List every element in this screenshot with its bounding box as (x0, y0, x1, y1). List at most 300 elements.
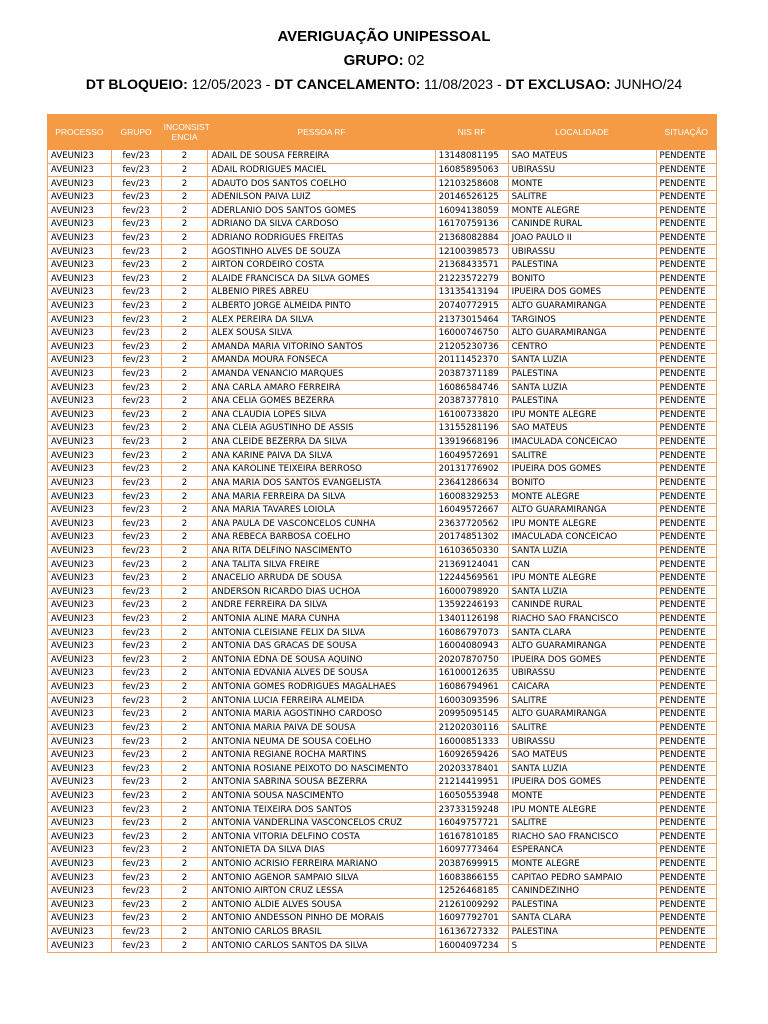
cell-processo: AVEUNI23 (48, 163, 112, 177)
cell-situacao: PENDENTE (656, 694, 716, 708)
cell-nis-rf: 21369124041 (435, 558, 508, 572)
cell-processo: AVEUNI23 (48, 245, 112, 259)
cell-inconsistencia: 2 (161, 381, 208, 395)
cell-processo: AVEUNI23 (48, 694, 112, 708)
cell-inconsistencia: 2 (161, 912, 208, 926)
cell-processo: AVEUNI23 (48, 571, 112, 585)
cell-nis-rf: 20111452370 (435, 354, 508, 368)
cell-grupo: fev/23 (111, 367, 161, 381)
cell-localidade: MONTE ALEGRE (508, 857, 656, 871)
cell-pessoa-rf: ADAIL DE SOUSA FERREIRA (208, 150, 435, 164)
cell-situacao: PENDENTE (656, 463, 716, 477)
cell-processo: AVEUNI23 (48, 340, 112, 354)
table-body (48, 150, 717, 953)
cell-pessoa-rf: ANA CLAUDIA LOPES SILVA (208, 408, 435, 422)
cell-processo: AVEUNI23 (48, 394, 112, 408)
cell-processo: AVEUNI23 (48, 218, 112, 232)
cell-pessoa-rf: ANTONIO ACRISIO FERREIRA MARIANO (208, 857, 435, 871)
cell-processo: AVEUNI23 (48, 721, 112, 735)
cell-situacao: PENDENTE (656, 190, 716, 204)
column-header-grupo: GRUPO (111, 115, 161, 150)
cell-pessoa-rf: AMANDA VENANCIO MARQUES (208, 367, 435, 381)
cell-localidade: MONTE (508, 177, 656, 191)
cell-inconsistencia: 2 (161, 707, 208, 721)
cell-processo: AVEUNI23 (48, 857, 112, 871)
cell-inconsistencia: 2 (161, 163, 208, 177)
cell-pessoa-rf: ANA MARIA TAVARES LOIOLA (208, 503, 435, 517)
cell-pessoa-rf: ANTONIA VITORIA DELFINO COSTA (208, 830, 435, 844)
cell-situacao: PENDENTE (656, 626, 716, 640)
cell-inconsistencia: 2 (161, 639, 208, 653)
cell-inconsistencia: 2 (161, 667, 208, 681)
cell-processo: AVEUNI23 (48, 422, 112, 436)
table-row (48, 490, 717, 504)
cell-localidade: PALESTINA (508, 258, 656, 272)
cell-situacao: PENDENTE (656, 762, 716, 776)
cell-localidade: PALESTINA (508, 367, 656, 381)
column-header-nis-rf: NIS RF (435, 115, 508, 150)
table-row (48, 898, 717, 912)
cell-situacao: PENDENTE (656, 884, 716, 898)
table-row (48, 571, 717, 585)
cell-situacao: PENDENTE (656, 599, 716, 613)
cell-pessoa-rf: ANTONIA LUCIA FERREIRA ALMEIDA (208, 694, 435, 708)
table-row (48, 272, 717, 286)
cell-nis-rf: 16008329253 (435, 490, 508, 504)
table-row (48, 408, 717, 422)
cell-localidade: BONITO (508, 272, 656, 286)
cell-processo: AVEUNI23 (48, 463, 112, 477)
cell-situacao: PENDENTE (656, 871, 716, 885)
cell-pessoa-rf: AGOSTINHO ALVES DE SOUZA (208, 245, 435, 259)
cell-processo: AVEUNI23 (48, 204, 112, 218)
cell-pessoa-rf: ADRIANO RODRIGUES FREITAS (208, 231, 435, 245)
cell-grupo: fev/23 (111, 939, 161, 953)
cell-nis-rf: 12244569561 (435, 571, 508, 585)
cell-nis-rf: 20740772915 (435, 299, 508, 313)
cell-nis-rf: 16167810185 (435, 830, 508, 844)
table-row (48, 735, 717, 749)
cell-pessoa-rf: ANA TALITA SILVA FREIRE (208, 558, 435, 572)
table-row (48, 762, 717, 776)
cell-processo: AVEUNI23 (48, 408, 112, 422)
cell-pessoa-rf: ANA CLEIA AGUSTINHO DE ASSIS (208, 422, 435, 436)
cell-situacao: PENDENTE (656, 476, 716, 490)
cell-localidade: SAO MATEUS (508, 422, 656, 436)
cell-processo: AVEUNI23 (48, 939, 112, 953)
exclusao-label: DT EXCLUSAO: (505, 76, 611, 92)
table-row (48, 707, 717, 721)
cell-processo: AVEUNI23 (48, 735, 112, 749)
cell-situacao: PENDENTE (656, 286, 716, 300)
cell-nis-rf: 16086584746 (435, 381, 508, 395)
table-row (48, 449, 717, 463)
cell-grupo: fev/23 (111, 599, 161, 613)
table-row (48, 884, 717, 898)
cell-situacao: PENDENTE (656, 231, 716, 245)
cell-situacao: PENDENTE (656, 857, 716, 871)
cell-localidade: CAN (508, 558, 656, 572)
cell-grupo: fev/23 (111, 340, 161, 354)
cell-grupo: fev/23 (111, 476, 161, 490)
cell-grupo: fev/23 (111, 218, 161, 232)
cell-processo: AVEUNI23 (48, 381, 112, 395)
cell-inconsistencia: 2 (161, 218, 208, 232)
cell-processo: AVEUNI23 (48, 871, 112, 885)
cell-inconsistencia: 2 (161, 490, 208, 504)
cell-situacao: PENDENTE (656, 422, 716, 436)
cell-processo: AVEUNI23 (48, 762, 112, 776)
cell-inconsistencia: 2 (161, 503, 208, 517)
header-row (48, 115, 717, 150)
cell-grupo: fev/23 (111, 735, 161, 749)
cell-inconsistencia: 2 (161, 435, 208, 449)
cell-pessoa-rf: AMANDA MARIA VITORINO SANTOS (208, 340, 435, 354)
cell-nis-rf: 13148081195 (435, 150, 508, 164)
cell-grupo: fev/23 (111, 721, 161, 735)
cell-grupo: fev/23 (111, 435, 161, 449)
cell-nis-rf: 21368082884 (435, 231, 508, 245)
table-row (48, 939, 717, 953)
cell-grupo: fev/23 (111, 639, 161, 653)
cell-localidade: SANTA LUZIA (508, 544, 656, 558)
table-row (48, 204, 717, 218)
cell-inconsistencia: 2 (161, 150, 208, 164)
cell-situacao: PENDENTE (656, 340, 716, 354)
table-row (48, 422, 717, 436)
column-header-processo: PROCESSO (48, 115, 112, 150)
cell-nis-rf: 23637720562 (435, 517, 508, 531)
cell-grupo: fev/23 (111, 490, 161, 504)
separator: - (265, 76, 271, 92)
exclusao-value: JUNHO/24 (614, 76, 683, 92)
cell-inconsistencia: 2 (161, 449, 208, 463)
table-row (48, 163, 717, 177)
cell-grupo: fev/23 (111, 830, 161, 844)
cell-localidade: RIACHO SAO FRANCISCO (508, 612, 656, 626)
table-row (48, 326, 717, 340)
cell-grupo: fev/23 (111, 231, 161, 245)
cell-situacao: PENDENTE (656, 830, 716, 844)
table-row (48, 231, 717, 245)
cell-situacao: PENDENTE (656, 680, 716, 694)
cell-grupo: fev/23 (111, 272, 161, 286)
table-row (48, 258, 717, 272)
cell-pessoa-rf: ANTONIA VANDERLINA VASCONCELOS CRUZ (208, 816, 435, 830)
cell-nis-rf: 23641286634 (435, 476, 508, 490)
cell-localidade: MONTE ALEGRE (508, 204, 656, 218)
cell-processo: AVEUNI23 (48, 558, 112, 572)
cell-pessoa-rf: ANA CELIA GOMES BEZERRA (208, 394, 435, 408)
cell-processo: AVEUNI23 (48, 612, 112, 626)
cell-situacao: PENDENTE (656, 925, 716, 939)
cell-situacao: PENDENTE (656, 667, 716, 681)
cell-grupo: fev/23 (111, 394, 161, 408)
cell-inconsistencia: 2 (161, 313, 208, 327)
cell-grupo: fev/23 (111, 517, 161, 531)
cell-localidade: IPU MONTE ALEGRE (508, 803, 656, 817)
cell-inconsistencia: 2 (161, 939, 208, 953)
table-row (48, 721, 717, 735)
cell-nis-rf: 16085895063 (435, 163, 508, 177)
cell-situacao: PENDENTE (656, 517, 716, 531)
cell-pessoa-rf: ANA MARIA DOS SANTOS EVANGELISTA (208, 476, 435, 490)
cell-pessoa-rf: ANTONIA SABRINA SOUSA BEZERRA (208, 776, 435, 790)
cell-localidade: RIACHO SAO FRANCISCO (508, 830, 656, 844)
cell-nis-rf: 13919668196 (435, 435, 508, 449)
cell-pessoa-rf: ALEX SOUSA SILVA (208, 326, 435, 340)
cell-inconsistencia: 2 (161, 177, 208, 191)
cell-localidade: ALTO GUARAMIRANGA (508, 707, 656, 721)
cell-inconsistencia: 2 (161, 204, 208, 218)
table-row (48, 150, 717, 164)
cell-situacao: PENDENTE (656, 844, 716, 858)
cell-inconsistencia: 2 (161, 626, 208, 640)
cell-situacao: PENDENTE (656, 707, 716, 721)
cell-inconsistencia: 2 (161, 408, 208, 422)
cell-localidade: SANTA LUZIA (508, 585, 656, 599)
cell-inconsistencia: 2 (161, 272, 208, 286)
cell-pessoa-rf: ADRIANO DA SILVA CARDOSO (208, 218, 435, 232)
cell-nis-rf: 20146526125 (435, 190, 508, 204)
cell-nis-rf: 21368433571 (435, 258, 508, 272)
cell-inconsistencia: 2 (161, 190, 208, 204)
cell-nis-rf: 23733159248 (435, 803, 508, 817)
cell-grupo: fev/23 (111, 258, 161, 272)
cell-pessoa-rf: ANTONIA TEIXEIRA DOS SANTOS (208, 803, 435, 817)
cell-nis-rf: 16000798920 (435, 585, 508, 599)
cell-nis-rf: 21214419951 (435, 776, 508, 790)
cell-processo: AVEUNI23 (48, 177, 112, 191)
cell-localidade: CAICARA (508, 680, 656, 694)
cell-pessoa-rf: ANTONIA NEUMA DE SOUSA COELHO (208, 735, 435, 749)
cell-localidade: UBIRASSU (508, 163, 656, 177)
table-row (48, 313, 717, 327)
cell-nis-rf: 13155281196 (435, 422, 508, 436)
cell-processo: AVEUNI23 (48, 367, 112, 381)
cell-pessoa-rf: ANTONIA REGIANE ROCHA MARTINS (208, 748, 435, 762)
cell-nis-rf: 16097773464 (435, 844, 508, 858)
cell-pessoa-rf: AIRTON CORDEIRO COSTA (208, 258, 435, 272)
cell-localidade: IMACULADA CONCEICAO (508, 435, 656, 449)
cell-processo: AVEUNI23 (48, 599, 112, 613)
cell-processo: AVEUNI23 (48, 707, 112, 721)
cell-pessoa-rf: ANACELIO ARRUDA DE SOUSA (208, 571, 435, 585)
cell-pessoa-rf: ANA CARLA AMARO FERREIRA (208, 381, 435, 395)
cell-grupo: fev/23 (111, 612, 161, 626)
cell-localidade: UBIRASSU (508, 735, 656, 749)
cell-grupo: fev/23 (111, 857, 161, 871)
cell-situacao: PENDENTE (656, 898, 716, 912)
cell-processo: AVEUNI23 (48, 639, 112, 653)
cell-inconsistencia: 2 (161, 925, 208, 939)
table-row (48, 394, 717, 408)
cell-processo: AVEUNI23 (48, 326, 112, 340)
table-row (48, 367, 717, 381)
cell-situacao: PENDENTE (656, 163, 716, 177)
cell-situacao: PENDENTE (656, 354, 716, 368)
cell-nis-rf: 21261009292 (435, 898, 508, 912)
cell-localidade: SANTA LUZIA (508, 354, 656, 368)
document-title: AVERIGUAÇÃO UNIPESSOAL (277, 28, 491, 45)
cell-inconsistencia: 2 (161, 789, 208, 803)
table-row (48, 190, 717, 204)
cell-nis-rf: 13592246193 (435, 599, 508, 613)
cell-grupo: fev/23 (111, 898, 161, 912)
cell-situacao: PENDENTE (656, 408, 716, 422)
cancelamento-value: 11/08/2023 (424, 76, 494, 92)
cell-pessoa-rf: ANTONIO AIRTON CRUZ LESSA (208, 884, 435, 898)
cell-inconsistencia: 2 (161, 476, 208, 490)
cell-grupo: fev/23 (111, 626, 161, 640)
cell-nis-rf: 20203378401 (435, 762, 508, 776)
cell-situacao: PENDENTE (656, 544, 716, 558)
cell-processo: AVEUNI23 (48, 776, 112, 790)
cell-nis-rf: 16100733820 (435, 408, 508, 422)
cell-nis-rf: 16097792701 (435, 912, 508, 926)
cell-localidade: TARGINOS (508, 313, 656, 327)
cell-nis-rf: 16092659426 (435, 748, 508, 762)
cell-nis-rf: 16050553948 (435, 789, 508, 803)
cell-processo: AVEUNI23 (48, 667, 112, 681)
cell-situacao: PENDENTE (656, 748, 716, 762)
cell-nis-rf: 16000851333 (435, 735, 508, 749)
cell-inconsistencia: 2 (161, 748, 208, 762)
cell-inconsistencia: 2 (161, 612, 208, 626)
document-header (0, 26, 768, 94)
cell-nis-rf: 16049757721 (435, 816, 508, 830)
cell-inconsistencia: 2 (161, 735, 208, 749)
cell-situacao: PENDENTE (656, 639, 716, 653)
table-row (48, 626, 717, 640)
cell-localidade: SAO MATEUS (508, 150, 656, 164)
cell-localidade: IPUEIRA DOS GOMES (508, 286, 656, 300)
cell-pessoa-rf: ANTONIA CLEISIANE FELIX DA SILVA (208, 626, 435, 640)
cell-situacao: PENDENTE (656, 531, 716, 545)
table-row (48, 245, 717, 259)
cell-localidade: SAO MATEUS (508, 748, 656, 762)
cell-situacao: PENDENTE (656, 204, 716, 218)
cell-pessoa-rf: ADERLANIO DOS SANTOS GOMES (208, 204, 435, 218)
cell-grupo: fev/23 (111, 884, 161, 898)
cell-nis-rf: 20174851302 (435, 531, 508, 545)
cell-processo: AVEUNI23 (48, 898, 112, 912)
cell-inconsistencia: 2 (161, 367, 208, 381)
cell-processo: AVEUNI23 (48, 231, 112, 245)
cell-situacao: PENDENTE (656, 789, 716, 803)
cell-inconsistencia: 2 (161, 884, 208, 898)
table-row (48, 748, 717, 762)
table-row (48, 218, 717, 232)
cell-situacao: PENDENTE (656, 803, 716, 817)
cell-inconsistencia: 2 (161, 680, 208, 694)
cell-processo: AVEUNI23 (48, 925, 112, 939)
cell-localidade: S (508, 939, 656, 953)
cell-situacao: PENDENTE (656, 150, 716, 164)
cell-localidade: PALESTINA (508, 898, 656, 912)
cell-pessoa-rf: ANTONIO ALDIE ALVES SOUSA (208, 898, 435, 912)
cell-situacao: PENDENTE (656, 245, 716, 259)
table-row (48, 599, 717, 613)
cell-processo: AVEUNI23 (48, 354, 112, 368)
cell-pessoa-rf: ALEX PEREIRA DA SILVA (208, 313, 435, 327)
cell-inconsistencia: 2 (161, 871, 208, 885)
table-row (48, 517, 717, 531)
cell-localidade: CENTRO (508, 340, 656, 354)
cell-inconsistencia: 2 (161, 857, 208, 871)
cell-inconsistencia: 2 (161, 694, 208, 708)
cell-situacao: PENDENTE (656, 776, 716, 790)
cell-processo: AVEUNI23 (48, 272, 112, 286)
bloqueio-label: DT BLOQUEIO: (85, 76, 188, 92)
cell-grupo: fev/23 (111, 748, 161, 762)
cell-situacao: PENDENTE (656, 490, 716, 504)
cell-situacao: PENDENTE (656, 177, 716, 191)
cell-situacao: PENDENTE (656, 571, 716, 585)
cell-nis-rf: 16049572667 (435, 503, 508, 517)
cell-processo: AVEUNI23 (48, 680, 112, 694)
cell-situacao: PENDENTE (656, 653, 716, 667)
cell-pessoa-rf: ANTONIO CARLOS BRASIL (208, 925, 435, 939)
cell-inconsistencia: 2 (161, 776, 208, 790)
cell-processo: AVEUNI23 (48, 286, 112, 300)
table-row (48, 476, 717, 490)
cell-situacao: PENDENTE (656, 735, 716, 749)
cell-situacao: PENDENTE (656, 912, 716, 926)
cell-localidade: PALESTINA (508, 394, 656, 408)
cell-localidade: UBIRASSU (508, 245, 656, 259)
cell-grupo: fev/23 (111, 531, 161, 545)
cell-grupo: fev/23 (111, 299, 161, 313)
cell-situacao: PENDENTE (656, 503, 716, 517)
cell-nis-rf: 16170759136 (435, 218, 508, 232)
cell-grupo: fev/23 (111, 449, 161, 463)
cell-inconsistencia: 2 (161, 571, 208, 585)
cell-processo: AVEUNI23 (48, 435, 112, 449)
cell-processo: AVEUNI23 (48, 150, 112, 164)
table-row (48, 503, 717, 517)
cell-pessoa-rf: ALAIDE FRANCISCA DA SILVA GOMES (208, 272, 435, 286)
cell-processo: AVEUNI23 (48, 653, 112, 667)
cell-grupo: fev/23 (111, 680, 161, 694)
grupo-value: 02 (407, 52, 425, 69)
cell-processo: AVEUNI23 (48, 884, 112, 898)
cell-localidade: IMACULADA CONCEICAO (508, 531, 656, 545)
cell-situacao: PENDENTE (656, 218, 716, 232)
cell-grupo: fev/23 (111, 204, 161, 218)
cell-inconsistencia: 2 (161, 258, 208, 272)
cell-nis-rf: 16100012635 (435, 667, 508, 681)
cell-localidade: CANINDE RURAL (508, 599, 656, 613)
cell-inconsistencia: 2 (161, 517, 208, 531)
table-row (48, 354, 717, 368)
column-header-localidade: LOCALIDADE (508, 115, 656, 150)
cell-pessoa-rf: ADAUTO DOS SANTOS COELHO (208, 177, 435, 191)
table-row (48, 816, 717, 830)
cell-nis-rf: 16086794961 (435, 680, 508, 694)
cell-processo: AVEUNI23 (48, 190, 112, 204)
cell-situacao: PENDENTE (656, 721, 716, 735)
cell-pessoa-rf: ANA KARINE PAIVA DA SILVA (208, 449, 435, 463)
cell-localidade: CANINDE RURAL (508, 218, 656, 232)
cell-grupo: fev/23 (111, 694, 161, 708)
cell-pessoa-rf: ANTONIA GOMES RODRIGUES MAGALHAES (208, 680, 435, 694)
cell-grupo: fev/23 (111, 558, 161, 572)
cell-nis-rf: 21373015464 (435, 313, 508, 327)
bloqueio-value: 12/05/2023 (191, 76, 262, 92)
cell-situacao: PENDENTE (656, 612, 716, 626)
cell-pessoa-rf: ANTONIA MARIA AGOSTINHO CARDOSO (208, 707, 435, 721)
